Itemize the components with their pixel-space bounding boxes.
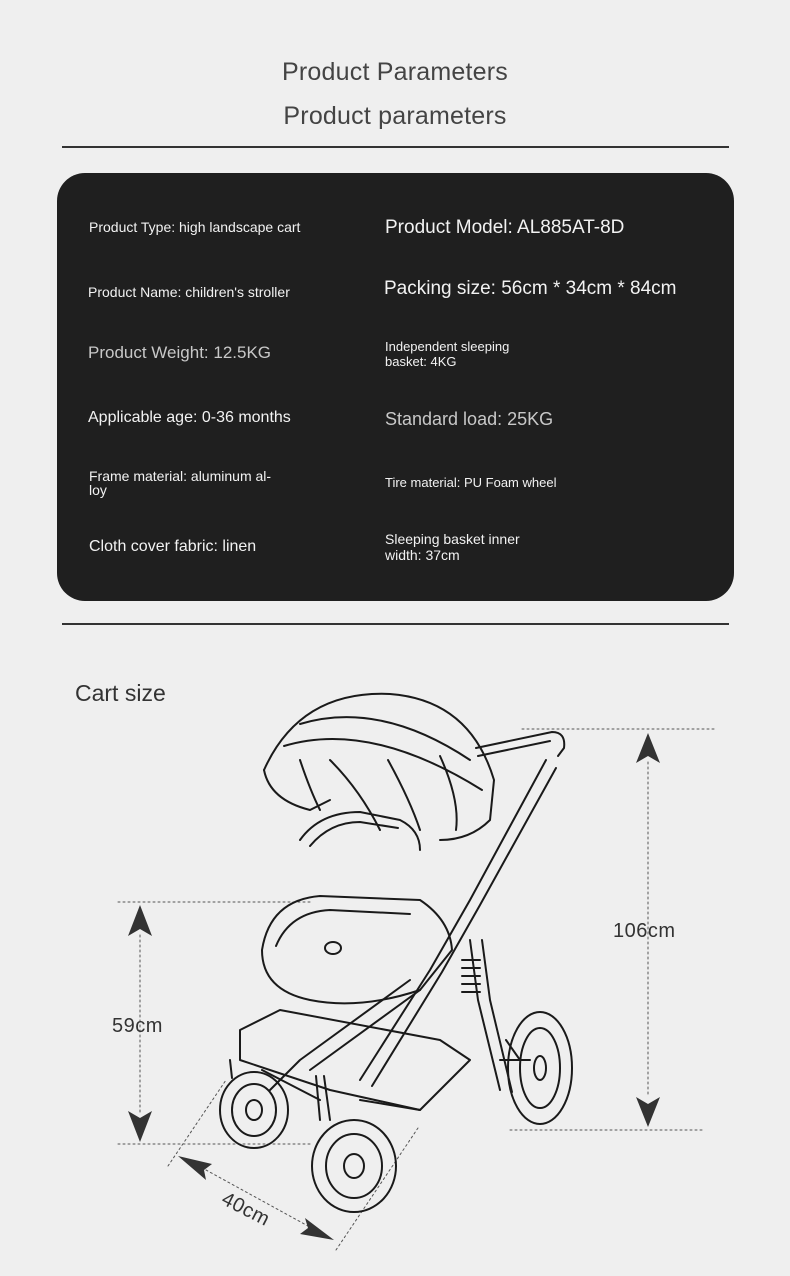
param-sleeping-basket-weight bbox=[385, 340, 509, 370]
param-sleeping-basket-weight-line2: basket: 4KG bbox=[385, 353, 457, 369]
wheel-front-left bbox=[220, 1072, 288, 1148]
width-label: 40cm bbox=[218, 1188, 274, 1231]
arrow-up-icon bbox=[636, 733, 660, 763]
param-cloth-cover: Cloth cover fabric: linen bbox=[89, 538, 257, 555]
stroller-illustration bbox=[0, 640, 790, 1276]
param-basket-inner-width-line1: Sleeping basket inner bbox=[385, 531, 520, 547]
param-product-name: Product Name: children's stroller bbox=[88, 284, 290, 300]
param-basket-inner-width-line2: width: 37cm bbox=[385, 547, 460, 564]
param-frame-material-line1: Frame material: aluminum al- bbox=[89, 468, 272, 484]
wheel-front-right bbox=[312, 1120, 396, 1212]
divider-top bbox=[62, 146, 729, 148]
param-standard-load: Standard load: 25KG bbox=[385, 409, 554, 429]
param-product-type: Product Type: high landscape cart bbox=[89, 219, 301, 235]
dimension-guides bbox=[118, 729, 714, 1250]
param-applicable-age: Applicable age: 0-36 months bbox=[88, 409, 291, 426]
arrow-right-icon bbox=[300, 1218, 334, 1240]
param-product-model: Product Model: AL885AT-8D bbox=[385, 217, 625, 238]
param-frame-material-line2: loy bbox=[89, 482, 107, 498]
parameters-panel bbox=[57, 173, 734, 601]
cart-size-label: Cart size bbox=[75, 680, 166, 706]
wheel-rear bbox=[508, 1012, 572, 1124]
param-product-weight: Product Weight: 12.5KG bbox=[88, 343, 272, 362]
param-basket-inner-width bbox=[385, 531, 520, 563]
arrow-up-icon bbox=[128, 905, 152, 936]
param-tire-material: Tire material: PU Foam wheel bbox=[385, 475, 557, 490]
seat-height-label: 59cm bbox=[112, 1015, 163, 1037]
param-packing-size: Packing size: 56cm * 34cm * 84cm bbox=[384, 278, 677, 299]
height-total-label: 106cm bbox=[613, 920, 676, 942]
param-frame-material bbox=[89, 469, 271, 497]
arrow-down-icon bbox=[636, 1097, 660, 1127]
arrow-down-icon bbox=[128, 1111, 152, 1142]
param-sleeping-basket-weight-line1: Independent sleeping bbox=[385, 339, 510, 354]
arrow-left-icon bbox=[178, 1156, 212, 1180]
page-subtitle: Product parameters bbox=[283, 102, 507, 130]
divider-bottom bbox=[62, 623, 729, 625]
page-title: Product Parameters bbox=[282, 58, 508, 86]
